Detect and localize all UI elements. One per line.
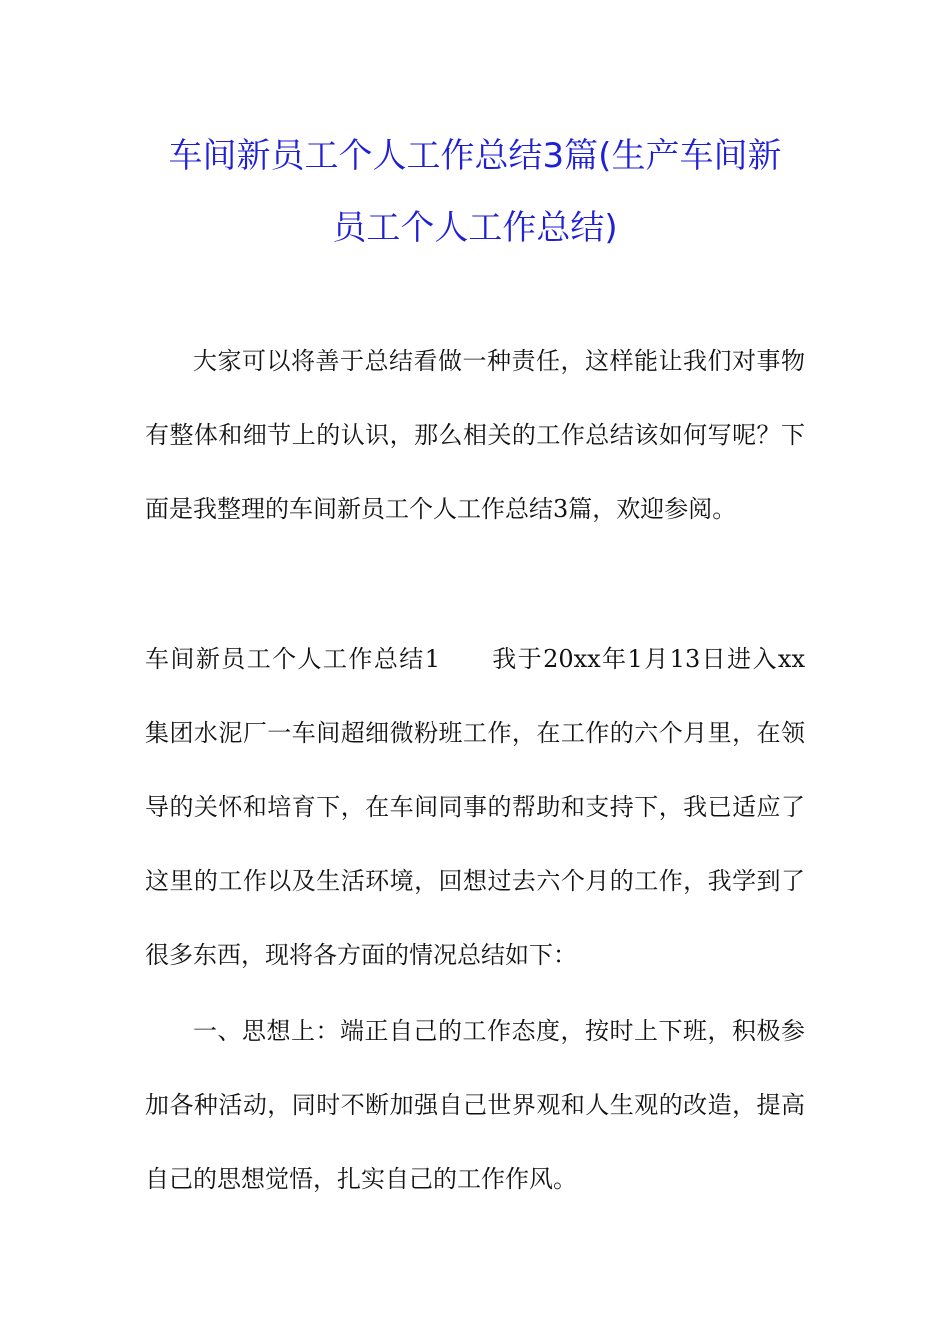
thought-line-3: 自己的思想觉悟，扎实自己的工作作风。	[145, 1165, 577, 1193]
thought-line-1: 一、思想上：端正自己的工作态度，按时上下班，积极参	[193, 1017, 805, 1045]
section1-line-1: 车间新员工个人工作总结1 我于20xx年1月13日进入xx	[145, 645, 805, 673]
intro-line-2: 有整体和细节上的认识，那么相关的工作总结该如何写呢？下	[145, 421, 805, 449]
intro-line-1: 大家可以将善于总结看做一种责任，这样能让我们对事物	[193, 347, 805, 375]
document-title-line-2: 员工个人工作总结)	[332, 208, 618, 248]
section1-line-3: 导的关怀和培育下，在车间同事的帮助和支持下，我已适应了	[145, 793, 805, 821]
section1-line-2: 集团水泥厂一车间超细微粉班工作，在工作的六个月里，在领	[145, 719, 805, 747]
intro-line-3: 面是我整理的车间新员工个人工作总结3篇，欢迎参阅。	[145, 495, 737, 523]
section1-line-5: 很多东西，现将各方面的情况总结如下：	[145, 941, 577, 969]
document-title-line-1: 车间新员工个人工作总结3篇(生产车间新	[168, 136, 782, 176]
section1-line-4: 这里的工作以及生活环境，回想过去六个月的工作，我学到了	[145, 867, 805, 895]
thought-line-2: 加各种活动，同时不断加强自己世界观和人生观的改造，提高	[145, 1091, 805, 1119]
